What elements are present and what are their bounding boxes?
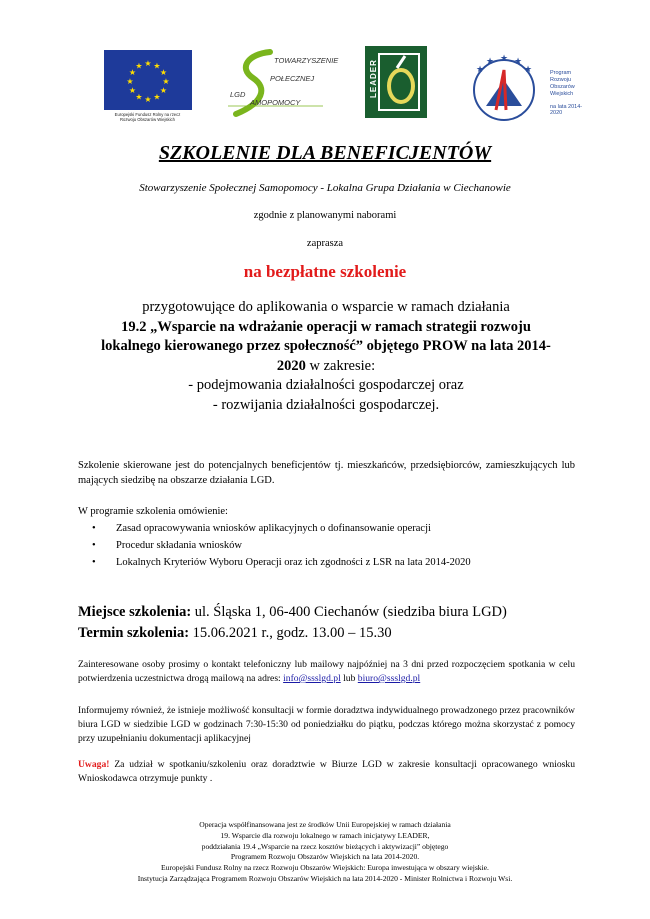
notice-paragraph bbox=[78, 758, 575, 786]
eu-caption-line: Europejski Fundusz Rolny na rzecz bbox=[114, 112, 181, 117]
term-label: Termin szkolenia: bbox=[78, 625, 190, 641]
sss-line-4: AMOPOMOCY bbox=[250, 98, 301, 107]
prow-text bbox=[550, 70, 575, 98]
contact-or: lub bbox=[340, 673, 358, 684]
prow-line: Obszarów bbox=[550, 84, 575, 90]
svg-text:★: ★ bbox=[159, 68, 167, 77]
leader-text: LEADER bbox=[369, 59, 378, 98]
footer-line: Europejski Fundusz Rolny na rzecz Rozwoju Obszarów Wiejskich: Europa inwestująca w obszary wiejskie. bbox=[161, 863, 489, 873]
footer-line: 19. Wsparcie dla rozwoju lokalnego w ramach inicjatywy LEADER, bbox=[220, 830, 430, 840]
bullet-icon: • bbox=[92, 523, 96, 534]
place-value: ul. Śląska 1, 06-400 Ciechanów (siedziba biura LGD) bbox=[191, 604, 507, 620]
list-item bbox=[92, 520, 572, 537]
place-and-term bbox=[78, 602, 598, 644]
svg-text:★: ★ bbox=[513, 57, 523, 67]
sss-line-1: TOWARZYSZENIE bbox=[274, 56, 339, 65]
logo-bar bbox=[0, 42, 650, 127]
svg-text:★: ★ bbox=[143, 95, 152, 104]
prow-emblem-icon bbox=[460, 50, 548, 125]
contact-paragraph bbox=[78, 658, 575, 686]
scope-line-bold: lokalnego kierowanego przez społeczność” objętego PROW na lata 2014- bbox=[101, 338, 551, 354]
svg-text:★: ★ bbox=[128, 68, 136, 77]
planned-calls-line: zgodnie z planowanymi naborami bbox=[253, 210, 397, 221]
footer bbox=[0, 820, 650, 885]
consultation-paragraph: Informujemy również, że istnieje możliwość konsultacji w formie doradztwa indywidualnego prowadzonego przez pracowników biura LGD w siedzibie LGD w godzinach 7:30-15:30 od poniedziałku do piątku, podczas którego można skorzystać z pomocy przy uzupełnianiu dokumentacji aplikacyjnej bbox=[78, 705, 575, 744]
list-item bbox=[92, 537, 572, 554]
intro-paragraph: Szkolenie skierowane jest do potencjalnych beneficjentów tj. mieszkańców, przedsiębiorców, zamieszkujących lub mających siedzibę na obszarze działania LGD. bbox=[78, 460, 575, 486]
prow-line: Program bbox=[550, 70, 572, 76]
sss-logo bbox=[208, 48, 339, 118]
scope-item-start: - podejmowania działalności gospodarczej oraz bbox=[188, 377, 464, 393]
contact-text: Zainteresowane osoby prosimy o kontakt telefoniczny lub mailowy najpóźniej na 3 dni przed rozpoczęciem spotkania w celu potwierdzenia uczestnictwa drogą mailową na adres: bbox=[78, 659, 575, 684]
svg-text:★: ★ bbox=[134, 92, 143, 102]
list-item-text: Zasad opracowywania wniosków aplikacyjnych o dofinansowanie operacji bbox=[116, 523, 431, 534]
invites-line: zaprasza bbox=[306, 238, 344, 249]
svg-text:★: ★ bbox=[159, 86, 167, 95]
eu-logo bbox=[100, 50, 195, 128]
eu-flag-icon bbox=[104, 50, 192, 110]
list-item-text: Lokalnych Kryteriów Wyboru Operacji oraz ich zgodności z LSR na lata 2014-2020 bbox=[116, 557, 471, 568]
place-label: Miejsce szkolenia: bbox=[78, 604, 192, 620]
sss-line-2: POŁECZNEJ bbox=[270, 74, 315, 83]
leader-logo bbox=[365, 46, 427, 118]
sss-line-3: LGD bbox=[230, 90, 246, 99]
footer-line: poddziałania 19.4 „Wsparcie na rzecz kosztów bieżących i aktywizacji” objętego bbox=[201, 841, 449, 851]
list-item-text: Procedur składania wniosków bbox=[116, 540, 242, 551]
svg-text:★: ★ bbox=[128, 86, 136, 95]
svg-text:★: ★ bbox=[499, 54, 509, 64]
svg-text:★: ★ bbox=[161, 77, 170, 86]
prow-years: na lata 2014-2020 bbox=[550, 104, 583, 116]
svg-text:★: ★ bbox=[523, 65, 533, 75]
svg-text:★: ★ bbox=[152, 92, 161, 102]
prow-line: Wiejskich bbox=[550, 91, 574, 97]
eu-caption bbox=[100, 112, 195, 122]
scope-range-label: w zakresie: bbox=[305, 357, 376, 374]
svg-text:★: ★ bbox=[125, 77, 134, 86]
organization-name: Stowarzyszenie Społecznej Samopomocy - Lokalna Grupa Działania w Ciechanowie bbox=[139, 182, 511, 194]
email-link-biuro[interactable]: biuro@ssslgd.pl bbox=[357, 673, 421, 684]
page-title: SZKOLENIE DLA BENEFICJENTÓW bbox=[158, 142, 492, 164]
prow-line: Rozwoju bbox=[550, 77, 572, 83]
program-title: W programie szkolenia omówienie: bbox=[78, 506, 228, 517]
svg-text:★: ★ bbox=[152, 61, 161, 71]
svg-text:★: ★ bbox=[475, 65, 485, 75]
svg-text:★: ★ bbox=[134, 61, 143, 71]
svg-text:★: ★ bbox=[485, 57, 495, 67]
svg-text:★: ★ bbox=[143, 59, 152, 68]
email-link-info[interactable]: info@ssslgd.pl bbox=[283, 673, 341, 684]
bullet-icon: • bbox=[92, 557, 96, 568]
footer-line: Operacja współfinansowana jest ze środków Unii Europejskiej w ramach działania bbox=[199, 820, 451, 829]
training-scope-block bbox=[70, 298, 582, 415]
free-training-heading: na bezpłatne szkolenie bbox=[243, 262, 407, 281]
scope-line: przygotowujące do aplikowania o wsparcie w ramach działania bbox=[142, 299, 510, 315]
list-item bbox=[92, 554, 572, 571]
program-list bbox=[92, 520, 572, 571]
footer-line: Instytucja Zarządzająca Programem Rozwoju Obszarów Wiejskich na lata 2014-2020 - Minister Rolnictwa i Rozwoju Wsi. bbox=[137, 873, 513, 883]
bullet-icon: • bbox=[92, 540, 96, 551]
term-value: 15.06.2021 r., godz. 13.00 – 15.30 bbox=[189, 625, 392, 641]
scope-item-develop: - rozwijania działalności gospodarczej. bbox=[212, 396, 440, 413]
eu-stars-icon bbox=[104, 50, 192, 110]
eu-caption-line: Rozwoju Obszarów Wiejskich bbox=[120, 117, 175, 122]
notice-label: Uwaga! bbox=[78, 759, 110, 770]
scope-line-bold: 19.2 „Wsparcie na wdrażanie operacji w ramach strategii rozwoju bbox=[121, 318, 531, 335]
notice-text: Za udział w spotkaniu/szkoleniu oraz doradztwie w Biurze LGD w zakresie konsultacji opracowanego wniosku Wnioskodawca otrzymuje punkty . bbox=[78, 759, 575, 784]
footer-line: Programem Rozwoju Obszarów Wiejskich na lata 2014-2020. bbox=[230, 852, 420, 862]
scope-years: 2020 bbox=[276, 357, 306, 374]
prow-logo bbox=[460, 50, 585, 125]
